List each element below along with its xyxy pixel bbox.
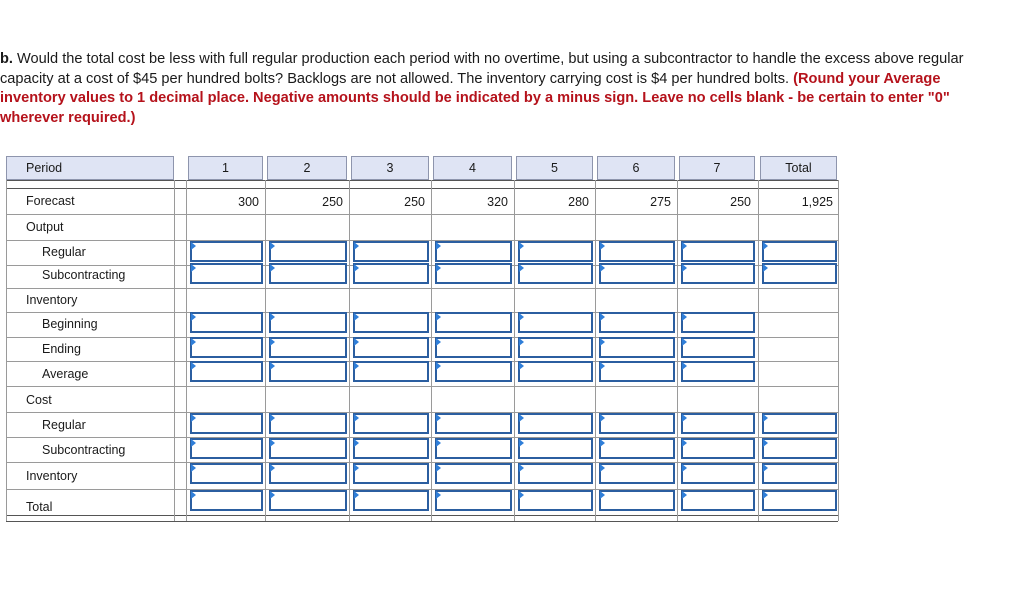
question-hint: (Round your Average inventory values to 1 decimal place. Negative amounts should be indicated by a minus sign. Leave no cells blank - be certain to enter "0" wherever required.) [0, 70, 950, 126]
inventory-beginning-input[interactable] [681, 312, 755, 333]
column-header: 6 [597, 156, 675, 180]
forecast-value: 1,925 [801, 195, 833, 209]
inventory-ending-input[interactable] [518, 337, 593, 358]
inventory-average-input[interactable] [599, 361, 675, 382]
inventory-label: Inventory [26, 293, 78, 307]
column-divider [6, 180, 7, 521]
inventory-ending-input[interactable] [353, 337, 429, 358]
output-subcontracting-input[interactable] [762, 263, 837, 284]
output-subcontracting-input[interactable] [353, 263, 429, 284]
column-divider [838, 180, 839, 521]
inventory-beginning-input[interactable] [190, 312, 263, 333]
column-header: 7 [679, 156, 755, 180]
column-divider [514, 180, 515, 521]
inventory-ending-input[interactable] [435, 337, 512, 358]
cost-inventory-input[interactable] [762, 463, 837, 484]
cost-subcontracting-input[interactable] [681, 438, 755, 459]
inventory-average-label: Average [42, 367, 89, 381]
output-subcontracting-input[interactable] [599, 263, 675, 284]
column-divider [349, 180, 350, 521]
cost-inventory-input[interactable] [353, 463, 429, 484]
column-divider [265, 180, 266, 521]
inventory-beginning-label: Beginning [42, 317, 98, 331]
cost-subcontracting-input[interactable] [269, 438, 347, 459]
inventory-ending-input[interactable] [190, 337, 263, 358]
output-subcontracting-input[interactable] [518, 263, 593, 284]
inventory-average-input[interactable] [518, 361, 593, 382]
output-regular-input[interactable] [762, 241, 837, 262]
inventory-ending-input[interactable] [269, 337, 347, 358]
row-divider [6, 521, 838, 522]
column-header: 4 [433, 156, 512, 180]
output-regular-input[interactable] [435, 241, 512, 262]
output-subcontracting-input[interactable] [190, 263, 263, 284]
column-header: 5 [516, 156, 593, 180]
cost-total-input[interactable] [435, 490, 512, 511]
cost-regular-input[interactable] [435, 413, 512, 434]
forecast-value: 275 [650, 195, 671, 209]
output-regular-input[interactable] [353, 241, 429, 262]
forecast-value: 250 [404, 195, 425, 209]
inventory-beginning-input[interactable] [599, 312, 675, 333]
cost-total-input[interactable] [190, 490, 263, 511]
inventory-average-input[interactable] [353, 361, 429, 382]
column-divider [174, 180, 175, 521]
cost-inventory-input[interactable] [435, 463, 512, 484]
column-divider [186, 180, 187, 521]
cost-subcontracting-input[interactable] [190, 438, 263, 459]
column-divider [431, 180, 432, 521]
cost-inventory-input[interactable] [269, 463, 347, 484]
column-header: 2 [267, 156, 347, 180]
cost-regular-input[interactable] [681, 413, 755, 434]
cost-regular-input[interactable] [353, 413, 429, 434]
inventory-cost-label: Inventory [26, 469, 78, 483]
inventory-beginning-input[interactable] [353, 312, 429, 333]
cost-subcontracting-input[interactable] [599, 438, 675, 459]
inventory-average-input[interactable] [435, 361, 512, 382]
forecast-value: 320 [487, 195, 508, 209]
output-regular-input[interactable] [190, 241, 263, 262]
column-header: 1 [188, 156, 263, 180]
row-divider [6, 386, 838, 387]
inventory-beginning-input[interactable] [435, 312, 512, 333]
row-divider [6, 515, 838, 516]
forecast-value: 250 [322, 195, 343, 209]
cost-regular-input[interactable] [269, 413, 347, 434]
row-divider [6, 188, 838, 189]
inventory-beginning-input[interactable] [518, 312, 593, 333]
period-header: Period [6, 156, 174, 180]
cost-regular-input[interactable] [762, 413, 837, 434]
question-lead: b. [0, 51, 13, 67]
cost-total-input[interactable] [762, 490, 837, 511]
cost-total-input[interactable] [599, 490, 675, 511]
cost-regular-label: Regular [42, 418, 86, 432]
inventory-ending-input[interactable] [681, 337, 755, 358]
column-divider [758, 180, 759, 521]
inventory-average-input[interactable] [681, 361, 755, 382]
output-regular-input[interactable] [518, 241, 593, 262]
forecast-label: Forecast [26, 194, 75, 208]
cost-subcontracting-input[interactable] [435, 438, 512, 459]
cost-subcontracting-label: Subcontracting [42, 443, 126, 457]
cost-regular-input[interactable] [599, 413, 675, 434]
inventory-average-input[interactable] [269, 361, 347, 382]
output-regular-input[interactable] [269, 241, 347, 262]
question-body: Would the total cost be less with full regular production each period with no overtime, but using a subcontractor to handle the excess above regular capacity at a cost of $45 per hundred bolts? Backlogs are not allowed. The inventory carrying cost is $4 per hundred bolts. [0, 51, 964, 87]
output-subcontracting-label: Subcontracting [42, 268, 126, 282]
cost-subcontracting-input[interactable] [762, 438, 837, 459]
forecast-value: 280 [568, 195, 589, 209]
total-cost-label: Total [26, 500, 53, 514]
cost-regular-input[interactable] [518, 413, 593, 434]
output-regular-input[interactable] [599, 241, 675, 262]
row-divider [6, 214, 838, 215]
cost-regular-input[interactable] [190, 413, 263, 434]
forecast-value: 300 [238, 195, 259, 209]
output-subcontracting-input[interactable] [681, 263, 755, 284]
cost-inventory-input[interactable] [599, 463, 675, 484]
inventory-ending-label: Ending [42, 342, 81, 356]
column-header: 3 [351, 156, 429, 180]
row-divider [6, 180, 838, 181]
inventory-ending-input[interactable] [599, 337, 675, 358]
cost-total-input[interactable] [681, 490, 755, 511]
inventory-beginning-input[interactable] [269, 312, 347, 333]
inventory-average-input[interactable] [190, 361, 263, 382]
output-subcontracting-input[interactable] [269, 263, 347, 284]
column-divider [677, 180, 678, 521]
cost-inventory-input[interactable] [518, 463, 593, 484]
column-header: Total [760, 156, 837, 180]
output-regular-label: Regular [42, 245, 86, 259]
column-divider [595, 180, 596, 521]
cost-subcontracting-input[interactable] [353, 438, 429, 459]
cost-inventory-input[interactable] [190, 463, 263, 484]
cost-label: Cost [26, 393, 52, 407]
output-subcontracting-input[interactable] [435, 263, 512, 284]
cost-total-input[interactable] [353, 490, 429, 511]
cost-subcontracting-input[interactable] [518, 438, 593, 459]
output-label: Output [26, 220, 64, 234]
cost-inventory-input[interactable] [681, 463, 755, 484]
output-regular-input[interactable] [681, 241, 755, 262]
cost-total-input[interactable] [518, 490, 593, 511]
cost-total-input[interactable] [269, 490, 347, 511]
forecast-value: 250 [730, 195, 751, 209]
row-divider [6, 288, 838, 289]
